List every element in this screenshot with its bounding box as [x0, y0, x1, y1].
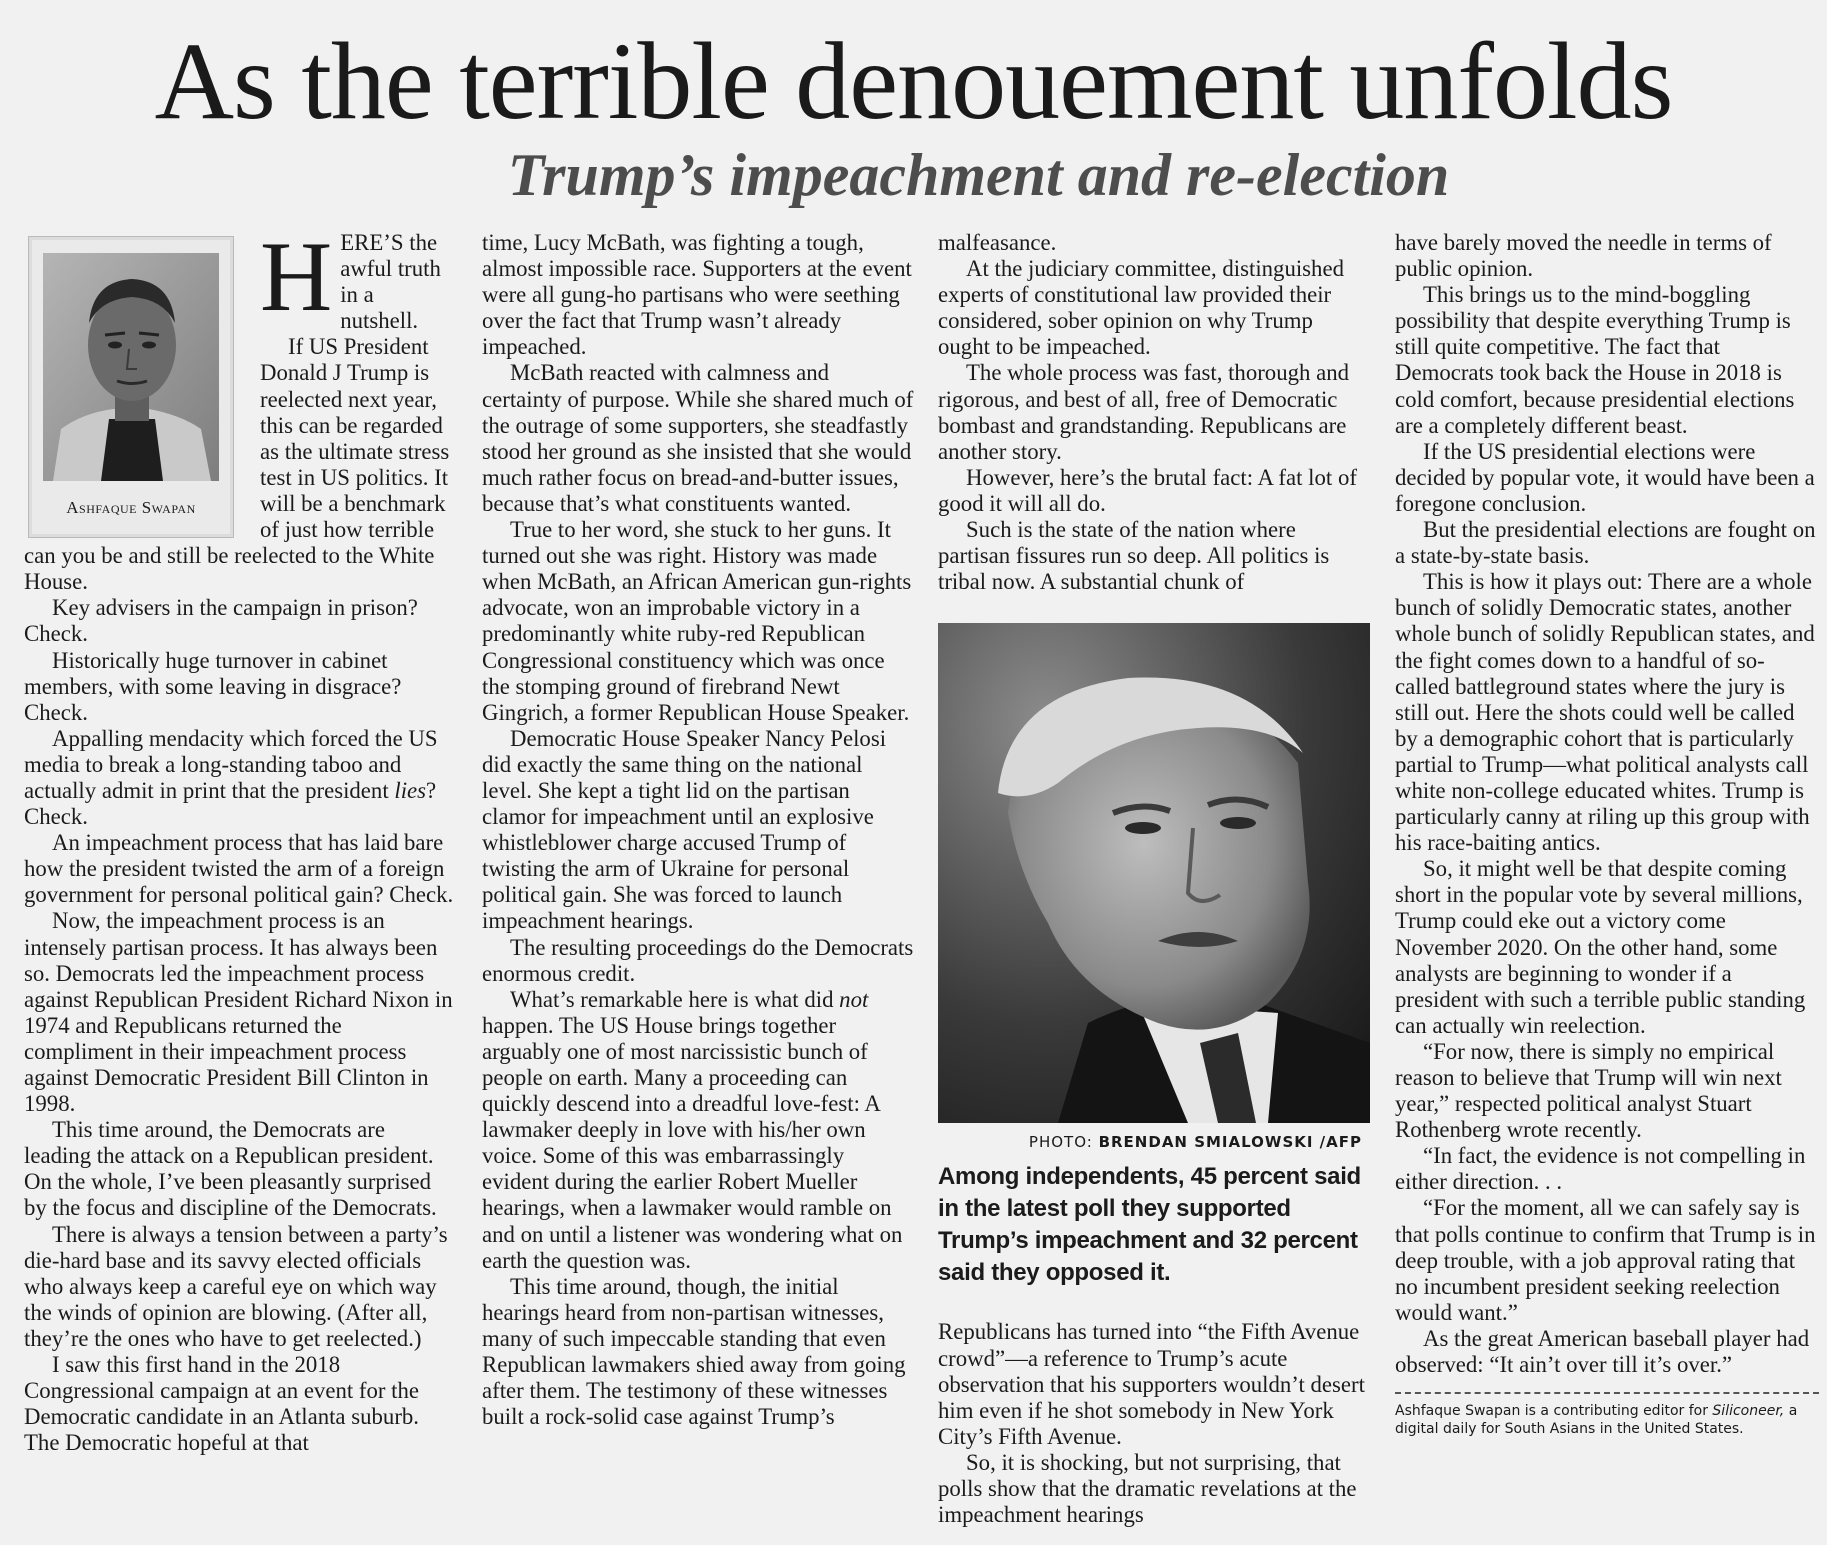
paragraph — [482, 987, 914, 1274]
paragraph: I saw this first hand in the 2018 Congressional campaign at an event for the Democratic candidate in an Atlanta suburb. The Democratic hopeful at that — [24, 1352, 420, 1456]
paragraph: This brings us to the mind-boggling possibility that despite everything Trump is still quite competitive. The fact that Democrats took back the House in 2018 is cold comfort, because presidential elections are a completely different beast. — [1395, 282, 1795, 438]
paragraph: “In fact, the evidence is not compelling in either direction. . . — [1395, 1143, 1806, 1195]
article-column-2 — [482, 230, 914, 1545]
subheadline: Trump’s impeachment and re-election — [507, 142, 1450, 208]
paragraph: If US President Donald J Trump is reelected next year, this can be regarded as the ultimate stress test in US politics. It will be a benchmark of just how terrible can you be and still be reelected to the White House. — [24, 334, 450, 595]
paragraph: If the US presidential elections were decided by popular vote, it would have been a foregone conclusion. — [1395, 438, 1815, 516]
drop-cap: H — [260, 230, 333, 332]
paragraph: malfeasance. — [938, 230, 1057, 255]
text-run: Ashfaque Swapan is a contributing editor for — [1395, 1403, 1713, 1420]
paragraph: have barely moved the needle in terms of public opinion. — [1395, 230, 1772, 282]
text-run: Appalling mendacity which forced the US media to break a long-standing taboo and actually admit in print that the president — [24, 725, 438, 803]
headline: As the terrible denouement unfolds — [154, 20, 1673, 142]
pull-quote: Among independents, 45 percent said in the latest poll they supported Trump’s impeachment and 32 percent said they opposed it. — [938, 1163, 1361, 1287]
paragraph: However, here’s the brutal fact: A fat lot of good it will all do. — [938, 464, 1357, 516]
italic-word: not — [839, 986, 869, 1012]
author-photo — [28, 236, 234, 538]
paragraph: So, it is shocking, but not surprising, that polls show that the dramatic revelations at the impeachment hearings — [938, 1449, 1357, 1528]
trump-photo — [938, 623, 1370, 1123]
text-run: happen. The US House brings together arguably one of most narcissistic bunch of people on earth. Many a proceeding can quickly descend into a dreadful love-fest: A lawmaker deeply in love with his/her own voice. Some of this was embarrassingly evident during the earlier Robert Mueller hearings, when a lawmaker would ramble on and on until a listener was wondering what on earth the question was. — [482, 1012, 903, 1273]
paragraph: “For the moment, all we can safely say is that polls continue to confirm that Trump is in deep trouble, with a job approval rating that no incumbent president seeking reelection would want.” — [1395, 1195, 1816, 1325]
paragraph: McBath reacted with calmness and certainty of purpose. While she shared much of the outrage of some supporters, she steadfastly stood her ground as she insisted that she would much rather focus on bread-and-butter issues, because that’s what constituents wanted. — [482, 360, 914, 516]
paragraph — [24, 726, 456, 830]
photo-credit-prefix: PHOTO: — [1028, 1133, 1099, 1152]
paragraph: This time around, though, the initial hearings heard from non-partisan witnesses, many of such impeccable standing that even Republican lawmakers shied away from going after them. The testimony of these witnesses built a rock-solid case against Trump’s — [482, 1273, 906, 1430]
paragraph: So, it might well be that despite coming short in the popular vote by several millions, Trump could eke out a victory come November 2020. On the other hand, some analysts are beginning to wonder if a president with such a terrible public standing can actually win reelection. — [1395, 856, 1806, 1038]
paragraph: The whole process was fast, thorough and rigorous, and best of all, free of Democratic bombast and grandstanding. Republicans are another story. — [938, 360, 1350, 464]
author-bio — [1395, 1392, 1819, 1438]
text-run: a digital daily for South Asians in the United States. — [1395, 1403, 1798, 1438]
text-run: ? Check. — [24, 777, 437, 830]
paragraph: Now, the impeachment process is an intensely partisan process. It has always been so. Democrats led the impeachment process against Republican President Richard Nixon in 1974 and Republicans returned the compliment in their impeachment process against Democratic President Bill Clinton in 1998. — [24, 908, 453, 1117]
paragraph: ERE’S the awful truth in a nutshell. — [340, 230, 441, 334]
paragraph: True to her word, she stuck to her guns. It turned out she was right. History was made when McBath, an African American gun-rights advocate, won an improbable victory in a predominantly white ruby-red Republican Congressional constituency which was once the stomping ground of firebrand Newt Gingrich, a former Republican House Speaker. — [482, 517, 912, 725]
paragraph: Such is the state of the nation where partisan fissures run so deep. All politics is tribal now. A substantial chunk of — [938, 517, 1330, 595]
paragraph: As the great American baseball player had observed: “It ain’t over till it’s over.” — [1395, 1325, 1810, 1378]
italic-word: lies — [394, 777, 427, 803]
author-name-caption: Ashfaque Swapan — [66, 498, 196, 517]
article-column-4 — [1395, 230, 1819, 1545]
paragraph: Democratic House Speaker Nancy Pelosi did exactly the same thing on the national level. She kept a tight lid on the partisan clamor for impeachment until an explosive whistleblower charge accused Trump of twisting the arm of Ukraine for personal political gain. She was forced to launch impeachment hearings. — [482, 725, 887, 934]
photo-credit — [938, 1129, 1362, 1155]
paragraph: Key advisers in the campaign in prison? Check. — [24, 595, 418, 647]
paragraph: Republicans has turned into “the Fifth Avenue crowd”—a reference to Trump’s acute observation that his supporters wouldn’t desert him even if he shot somebody in New York City’s Fifth Avenue. — [938, 1319, 1365, 1449]
paragraph: An impeachment process that has laid bare how the president twisted the arm of a foreign government for personal political gain? Check. — [24, 830, 454, 908]
author-portrait-image — [43, 253, 219, 481]
article-column-3 — [938, 230, 1370, 1545]
text-run: What’s remarkable here is what did — [510, 986, 840, 1012]
article-column-1 — [24, 230, 456, 1545]
paragraph: Historically huge turnover in cabinet members, with some leaving in disgrace? Check. — [24, 647, 402, 725]
paragraph: But the presidential elections are fought on a state-by-state basis. — [1395, 517, 1816, 569]
paragraph: “For now, there is simply no empirical reason to believe that Trump will win next year,” respected political analyst Stuart Rothenberg wrote recently. — [1395, 1038, 1782, 1143]
paragraph: The resulting proceedings do the Democrats enormous credit. — [482, 934, 914, 986]
paragraph: time, Lucy McBath, was fighting a tough, almost impossible race. Supporters at the event were all gung-ho partisans who were seething over the fact that Trump wasn’t already impeached. — [482, 230, 912, 360]
paragraph: This time around, the Democrats are leading the attack on a Republican president. On the whole, I’ve been pleasantly surprised by the focus and discipline of the Democrats. — [24, 1117, 437, 1221]
publication-name: Siliconeer, — [1712, 1403, 1785, 1420]
paragraph: At the judiciary committee, distinguished experts of constitutional law provided their considered, sober opinion on why Trump ought to be impeached. — [938, 256, 1344, 360]
paragraph: This is how it plays out: There are a whole bunch of solidly Democratic states, another whole bunch of solidly Republican states, and the fight comes down to a handful of so-called battleground states where the jury is still out. Here the shots could well be called by a demographic cohort that is particularly partial to Trump—what political analysts call white non-college educated whites. Trump is particularly canny at riling up this group with his race-baiting antics. — [1395, 569, 1815, 856]
paragraph: There is always a tension between a party’s die-hard base and its savvy elected officials who always keep a careful eye on which way the winds of opinion are blowing. (After all, they’re the ones who have to get reelected.) — [24, 1221, 448, 1351]
photo-credit-name: BRENDAN SMIALOWSKI /AFP — [1098, 1133, 1362, 1152]
